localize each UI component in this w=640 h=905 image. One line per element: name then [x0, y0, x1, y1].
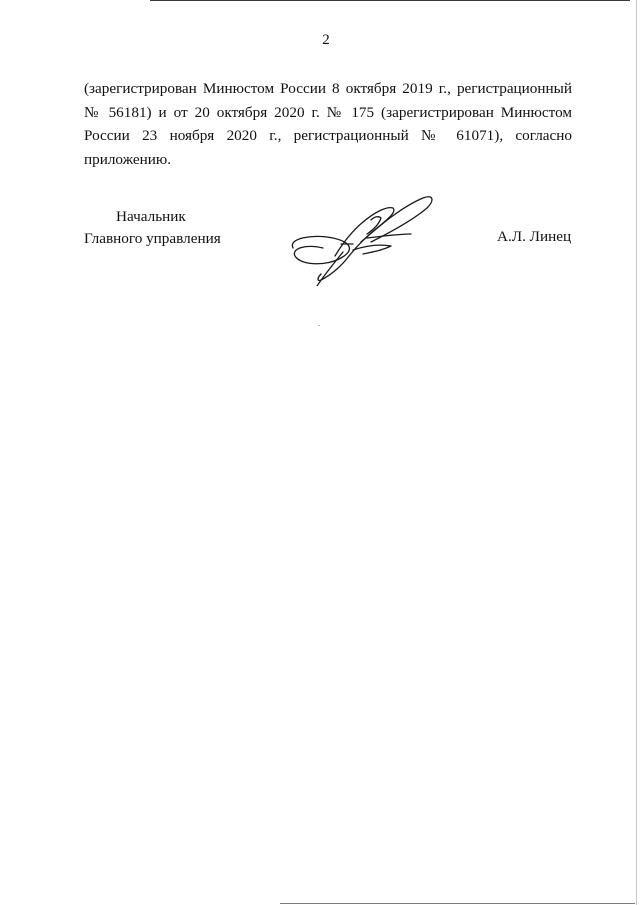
scan-speck [318, 325, 320, 326]
body-paragraph [84, 77, 572, 171]
scan-edge-top [150, 0, 630, 1]
body-line: приложению. [84, 150, 172, 168]
signer-name: А.Л. Линец [497, 228, 572, 245]
signer-position-line2: Главного управления [84, 230, 221, 247]
scan-edge-bottom [280, 903, 635, 904]
page-number: 2 [322, 32, 330, 48]
body-line: (зарегистрирован Минюстом России 8 октября 2019 г., регистрационный [84, 80, 572, 97]
body-line: № 56181) и от 20 октября 2020 г. № 175 (зарегистрирован Минюстом [84, 103, 572, 121]
signer-position-line1: Начальник [116, 208, 186, 225]
body-line: России 23 ноября 2020 г., регистрационный № 61071), согласно [84, 127, 572, 144]
handwritten-signature [283, 186, 443, 286]
scan-edge-right [636, 0, 637, 905]
